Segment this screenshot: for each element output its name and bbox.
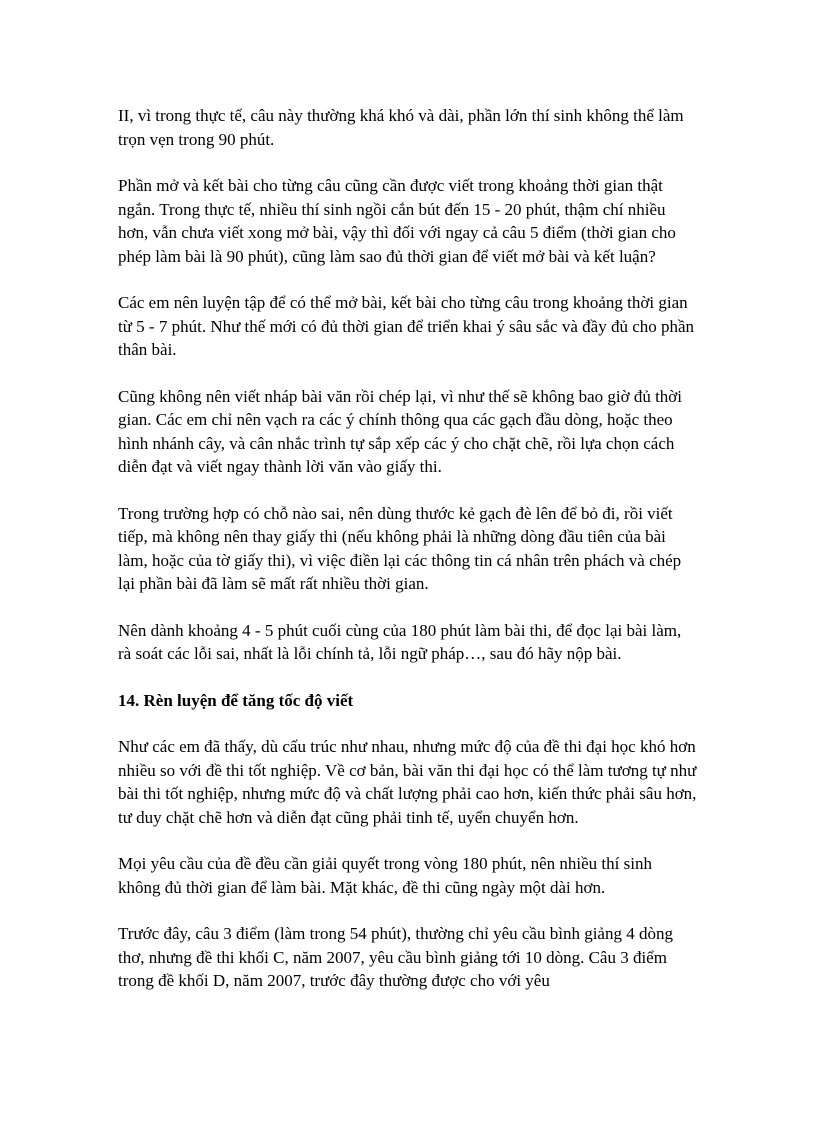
- paragraph: Phần mở và kết bài cho từng câu cũng cần được viết trong khoảng thời gian thật ngắn. Trong thực tế, nhiều thí sinh ngồi cắn bút đến 15 - 20 phút, thậm chí nhiều hơn, vẫn chưa viết xong mở bài, vậy thì đối với ngay cả câu 5 điểm (thời gian cho phép làm bài là 90 phút), cũng làm sao đủ thời gian để viết mở bài và kết luận?: [118, 176, 676, 266]
- paragraph: Trước đây, câu 3 điểm (làm trong 54 phút), thường chỉ yêu cầu bình giảng 4 dòng thơ, nhưng đề thi khối C, năm 2007, yêu cầu bình giảng tới 10 dòng. Câu 3 điểm trong đề khối D, năm 2007, trước đây thường được cho với yêu: [118, 924, 673, 990]
- paragraph: Cũng không nên viết nháp bài văn rồi chép lại, vì như thế sẽ không bao giờ đủ thời gian. Các em chỉ nên vạch ra các ý chính thông qua các gạch đầu dòng, hoặc theo hình nhánh cây, và cân nhắc trình tự sắp xếp các ý cho chặt chẽ, rồi lựa chọn cách diễn đạt và viết ngay thành lời văn vào giấy thi.: [118, 386, 683, 476]
- paragraph: II, vì trong thực tế, câu này thường khá khó và dài, phần lớn thí sinh không thể làm trọn vẹn trong 90 phút.: [118, 106, 684, 149]
- paragraph: Các em nên luyện tập để có thể mở bài, kết bài cho từng câu trong khoảng thời gian từ 5 - 7 phút. Như thế mới có đủ thời gian để triển khai ý sâu sắc và đầy đủ cho phần thân bài.: [118, 293, 695, 359]
- paragraph: Mọi yêu cầu của đề đều cần giải quyết trong vòng 180 phút, nên nhiều thí sinh không đủ thời gian để làm bài. Mặt khác, đề thi cũng ngày một dài hơn.: [118, 854, 652, 897]
- paragraph: Nên dành khoảng 4 - 5 phút cuối cùng của 180 phút làm bài thi, để đọc lại bài làm, rà soát các lỗi sai, nhất là lỗi chính tả, lỗi ngữ pháp…, sau đó hãy nộp bài.: [118, 620, 682, 663]
- document-page: [118, 104, 698, 1016]
- section-heading: 14. Rèn luyện để tăng tốc độ viết: [118, 690, 354, 710]
- paragraph: Như các em đã thấy, dù cấu trúc như nhau, nhưng mức độ của đề thi đại học khó hơn nhiều so với đề thi tốt nghiệp. Về cơ bản, bài văn thi đại học có thể làm tương tự như bài thi tốt nghiệp, nhưng mức độ và chất lượng phải cao hơn, kiến thức phải sâu hơn, tư duy chặt chẽ hơn và diễn đạt cũng phải tinh tế, uyển chuyển hơn.: [118, 737, 697, 827]
- paragraph: Trong trường hợp có chỗ nào sai, nên dùng thước kẻ gạch đè lên để bỏ đi, rồi viết tiếp, mà không nên thay giấy thi (nếu không phải là những dòng đầu tiên của bài làm, hoặc của tờ giấy thi), vì việc điền lại các thông tin cá nhân trên phách và chép lại phần bài đã làm sẽ mất rất nhiều thời gian.: [118, 503, 682, 593]
